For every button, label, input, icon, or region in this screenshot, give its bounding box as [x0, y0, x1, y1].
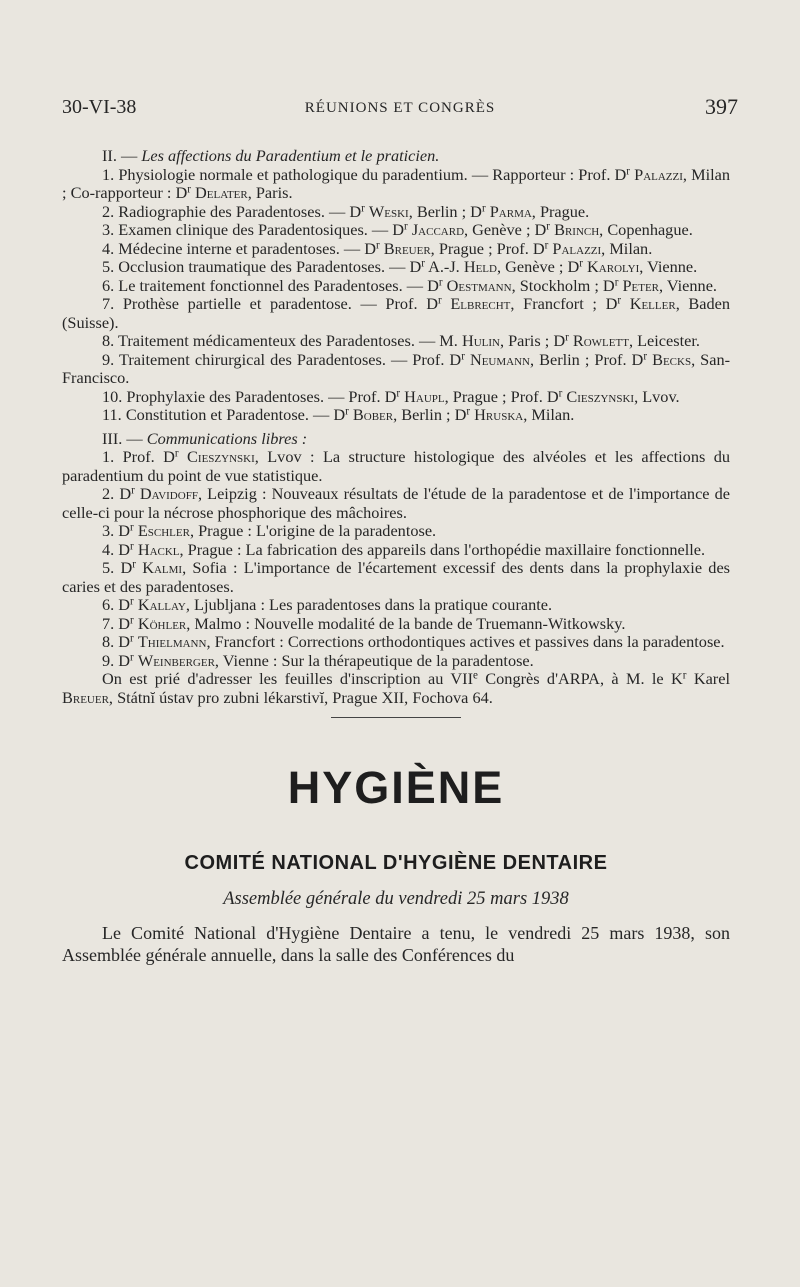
text-run: , Prague : L'origine de la paradentose.	[189, 521, 437, 540]
text-run: A.-J.	[424, 257, 464, 276]
superscript: r	[461, 349, 465, 362]
text-run: 3. Examen clinique des Paradentosiques. — D	[102, 220, 405, 239]
section-iii-heading	[62, 430, 730, 449]
author-name: Held	[463, 257, 497, 276]
text-run: , Prague ; Prof. D	[444, 386, 559, 406]
text-run: , Vienne : Sur la thérapeutique de la paradentose.	[214, 650, 534, 670]
author-name: Cieszynski	[566, 386, 635, 406]
text-run: 9. Traitement chirurgical des Paradentoses. — Prof. D	[102, 349, 462, 369]
superscript: e	[473, 669, 478, 682]
section-ii-list	[62, 166, 730, 425]
closing-note	[62, 670, 730, 707]
superscript: r	[421, 257, 425, 270]
text-run: , Genève ; D	[496, 257, 580, 276]
text-run: On est prié d'adresser les feuilles d'inscription au VII	[102, 669, 474, 688]
text-run: , Sofia : L'importance de l'écartement excessif des dents dans la prophylaxie des caries et des paradentoses.	[62, 558, 731, 596]
author-name: Cieszynski	[187, 447, 255, 466]
superscript: r	[396, 386, 401, 399]
text-run: Congrès d'ARPA, à M. le K	[477, 669, 683, 688]
author-name: Karolyi	[587, 257, 640, 276]
section-iii-number: III. —	[102, 428, 143, 448]
superscript: r	[466, 405, 471, 418]
text-run: , Ljubljana : Les paradentoses dans la pratique courante.	[185, 595, 553, 614]
superscript: r	[361, 201, 365, 214]
author-name: Breuer	[383, 238, 431, 258]
text-run: 6. D	[102, 595, 131, 614]
author-name: Breuer	[62, 687, 109, 707]
superscript: r	[130, 521, 134, 534]
author-name: Eschler	[137, 521, 190, 540]
superscript: r	[130, 595, 134, 608]
text-run: , Berlin ; D	[393, 405, 467, 424]
page-number: 397	[705, 94, 738, 119]
text-run: 9. D	[102, 650, 131, 670]
superscript: r	[345, 405, 349, 418]
author-name: Köhler	[137, 613, 187, 633]
header-section: RÉUNIONS ET CONGRÈS	[304, 100, 496, 116]
author-name: Palazzi	[634, 164, 683, 184]
section-iii-title: Communications libres :	[146, 428, 308, 448]
list-item	[62, 615, 730, 634]
superscript: r	[131, 484, 135, 497]
text-run: , Genève ; D	[464, 220, 547, 239]
author-name: Hruska	[474, 405, 524, 424]
list-item	[62, 221, 730, 240]
text-run: 4. D	[102, 539, 131, 559]
superscript: r	[130, 539, 134, 552]
list-item	[62, 559, 730, 596]
text-run: , Paris.	[247, 183, 293, 202]
text-run: , San-Francisco.	[62, 349, 731, 387]
committee-heading: COMITÉ NATIONAL D'HYGIÈNE DENTAIRE	[184, 852, 608, 874]
running-header	[62, 96, 738, 120]
text-run: , Prague.	[531, 201, 590, 221]
text-run	[621, 294, 630, 313]
text-run: , Leicester.	[628, 331, 700, 350]
superscript: r	[614, 275, 619, 288]
list-item	[62, 448, 730, 485]
author-name: Hackl	[137, 539, 180, 559]
text-run: , Vienne.	[639, 257, 698, 276]
page-body	[62, 147, 730, 984]
list-item	[62, 652, 730, 671]
author-name: Rowlett	[572, 331, 629, 350]
text-run: 8. D	[102, 632, 131, 651]
author-name: Parma	[489, 201, 532, 221]
superscript: r	[130, 613, 134, 626]
section-iii-list	[62, 448, 730, 670]
text-run: , Berlin ; Prof. D	[530, 349, 644, 369]
list-item	[62, 541, 730, 560]
text-run: , Prague : La fabrication des appareils dans l'orthopédie maxillaire fonctionnelle.	[179, 539, 706, 559]
list-item	[62, 258, 730, 277]
superscript: r	[132, 558, 136, 571]
superscript: r	[375, 238, 380, 251]
text-run: , Baden (Suisse).	[62, 294, 731, 332]
author-name: Kallay	[137, 595, 186, 614]
superscript: r	[438, 275, 443, 288]
author-name: Keller	[629, 294, 676, 313]
text-run: , Paris ; D	[499, 331, 566, 350]
text-run: 5. Occlusion traumatique des Paradentoses. — D	[102, 257, 422, 276]
list-item	[62, 295, 730, 332]
text-run: 8. Traitement médicamenteux des Paradentoses. — M.	[102, 331, 462, 350]
superscript: r	[546, 220, 550, 233]
section-ii-heading	[62, 147, 730, 166]
text-run: 3. D	[102, 521, 131, 540]
text-run: 1. Prof. D	[102, 447, 175, 466]
superscript: r	[404, 220, 408, 233]
text-run: 2. D	[102, 484, 132, 503]
list-item	[62, 522, 730, 541]
author-name: Palazzi	[552, 238, 602, 258]
section-ii-number: II. —	[102, 146, 138, 165]
text-run: 4. Médecine interne et paradentoses. — D	[102, 238, 376, 258]
list-item	[62, 596, 730, 615]
superscript: r	[682, 669, 687, 682]
text-run: , Lvov.	[634, 386, 680, 406]
superscript: r	[174, 447, 179, 460]
author-name: Peter	[622, 275, 660, 295]
superscript: r	[130, 632, 134, 645]
superscript: r	[437, 294, 442, 307]
superscript: r	[626, 164, 630, 177]
text-run: 10. Prophylaxie des Paradentoses. — Prof. D	[102, 386, 397, 406]
author-name: Neumann	[469, 349, 530, 369]
superscript: r	[565, 331, 569, 344]
author-name: Bober	[352, 405, 394, 424]
author-name: Haupl	[404, 386, 445, 406]
superscript: r	[187, 183, 191, 196]
text-run: , Lvov : La structure histologique des alvéoles et les affections du paradentium du point de vue statistique.	[62, 447, 730, 485]
author-name: Brinch	[554, 220, 600, 239]
text-run: , Prague ; Prof. D	[430, 238, 545, 258]
author-name: Becks	[652, 349, 692, 369]
superscript: r	[558, 386, 563, 399]
header-date: 30-VI-38	[62, 96, 137, 118]
meeting-heading: Assemblée générale du vendredi 25 mars 1938	[223, 889, 569, 909]
text-run	[179, 447, 187, 466]
text-run: , Francfort : Corrections orthodontiques actives et passives dans la paradentose.	[206, 632, 725, 651]
superscript: r	[130, 650, 134, 663]
text-run: , Stockholm ; D	[511, 275, 615, 295]
list-item	[62, 277, 730, 296]
author-name: Thielmann	[137, 632, 207, 651]
list-item	[62, 406, 730, 425]
author-name: Davidoff	[139, 484, 198, 503]
text-run: , Vienne.	[659, 275, 717, 295]
superscript: r	[481, 201, 486, 214]
list-item	[62, 351, 730, 388]
author-name: Hulin	[461, 331, 500, 350]
text-run: , Berlin ; D	[408, 201, 482, 221]
list-item	[62, 240, 730, 259]
text-run: , Milan.	[601, 238, 653, 258]
list-item	[62, 485, 730, 522]
superscript: r	[643, 349, 648, 362]
author-name: Elbrecht	[450, 294, 511, 313]
intro-paragraph: Le Comité National d'Hygiène Dentaire a tenu, le vendredi 25 mars 1938, son Assemblée générale annuelle, dans la salle des Conférences du	[62, 923, 730, 965]
text-run: 5. D	[102, 558, 133, 577]
author-name: Weinberger	[137, 650, 215, 670]
author-name: Jaccard	[411, 220, 465, 239]
text-run: 7. Prothèse partielle et paradentose. — Prof. D	[102, 294, 438, 313]
text-run: Karel	[686, 669, 730, 688]
text-run: , Státnĭ ústav pro zubni lékarstivĭ, Prague XII, Fochova 64.	[108, 687, 493, 707]
list-item	[62, 332, 730, 351]
text-run: 1. Physiologie normale et pathologique du paradentium. — Rapporteur : Prof. D	[102, 164, 627, 184]
author-name: Weski	[368, 201, 409, 221]
text-run: , Milan ; Co-rapporteur : D	[62, 164, 730, 202]
superscript: r	[617, 294, 622, 307]
list-item	[62, 203, 730, 222]
text-run: 11. Constitution et Paradentose. — D	[102, 405, 346, 424]
author-name: Oestmann	[446, 275, 512, 295]
superscript: r	[544, 238, 549, 251]
list-item	[62, 388, 730, 407]
author-name: Delater	[195, 183, 248, 202]
text-run: , Francfort ; D	[510, 294, 618, 313]
hygiene-title: HYGIÈNE	[287, 762, 505, 813]
text-run: , Milan.	[523, 405, 575, 424]
text-run: , Copenhague.	[599, 220, 693, 239]
separator-rule	[331, 717, 461, 718]
superscript: r	[579, 257, 583, 270]
text-run: 6. Le traitement fonctionnel des Paradentoses. — D	[102, 275, 439, 295]
text-run: , Malmo : Nouvelle modalité de la bande de Truemann-Witkowsky.	[186, 613, 626, 633]
author-name: Kalmi	[142, 558, 183, 577]
list-item	[62, 633, 730, 652]
section-ii-title: Les affections du Paradentium et le praticien.	[141, 146, 440, 165]
text-run: , Leipzig : Nouveaux résultats de l'étude de la paradentose et de l'importance de celle-ci pour la nécrose phosphorique des mâchoires.	[62, 484, 731, 522]
text-run: 7. D	[102, 613, 131, 633]
list-item	[62, 166, 730, 203]
text-run: 2. Radiographie des Paradentoses. — D	[102, 201, 362, 221]
